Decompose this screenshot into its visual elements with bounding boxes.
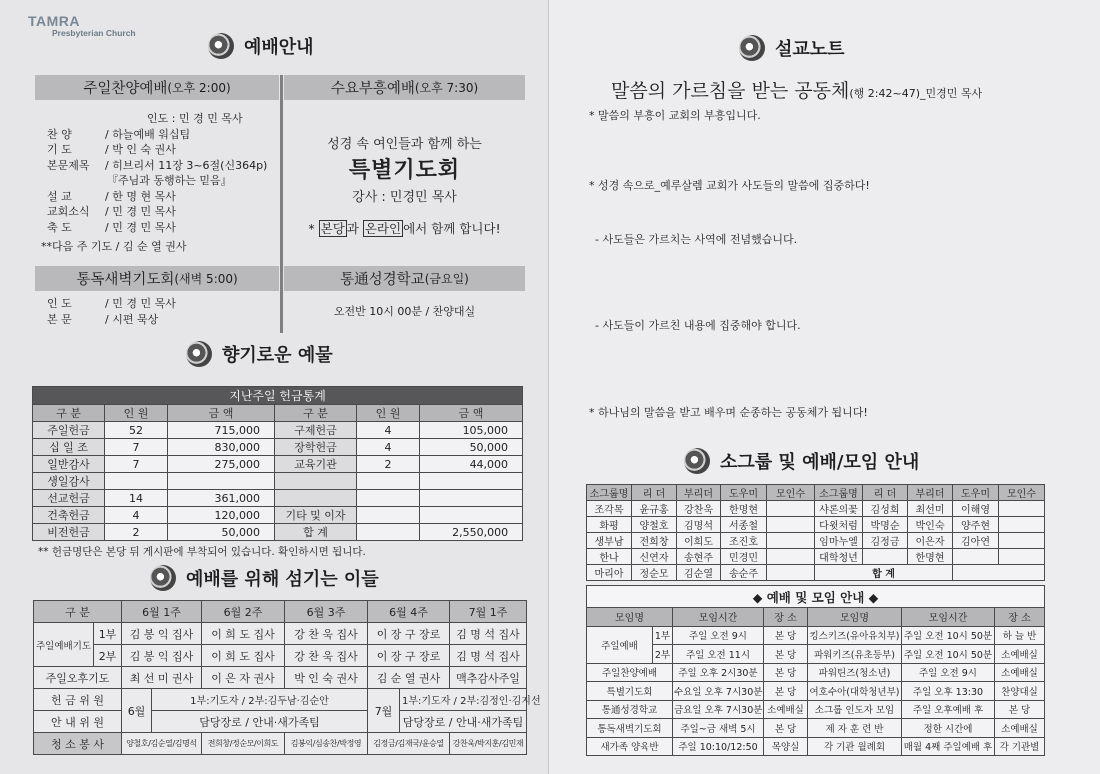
order-value: / 박 인 숙 권사 — [105, 143, 176, 156]
sunday-worship-header: 주일찬양예배 (오후 2:00) — [35, 75, 279, 100]
sermon-point: * 말씀의 부흥이 교회의 부흥입니다. — [589, 109, 761, 122]
groups-total-value — [953, 565, 1045, 581]
bible-school-header: 통通성경학교 (금요일) — [284, 266, 525, 291]
order-line — [47, 127, 275, 143]
order-label: 본문제목 — [47, 158, 90, 172]
order-label: 축 도 — [47, 220, 72, 234]
order-line — [47, 312, 275, 328]
offering-cell — [420, 473, 523, 490]
offering-row — [33, 422, 523, 439]
serve-row-sunday-2: 2부 김 봉 익 집사 이 희 도 집사 강 찬 욱 집사 이 장 구 장로 김 명 석 집사 — [34, 645, 527, 667]
group-cell: 김명석 — [677, 517, 721, 533]
groups-total-label: 합 계 — [815, 565, 953, 581]
sermon-section-title: 설교노트 — [739, 35, 845, 61]
wednesday-worship-header: 수요부흥예배 (오후 7:30) — [284, 75, 525, 100]
offering-header-cell: 금 액 — [420, 405, 523, 422]
offering-cell — [275, 473, 357, 490]
offering-cell: 건축헌금 — [33, 507, 105, 524]
meeting-cell: 찬양대실 — [995, 682, 1045, 701]
left-page — [0, 0, 548, 774]
meeting-row — [587, 700, 1045, 719]
group-cell: 조각목 — [587, 501, 632, 517]
right-page — [548, 0, 1100, 774]
meeting-cell: 여호수아(대학청년부) — [808, 682, 902, 701]
order-line — [47, 204, 275, 220]
offering-cell: 4 — [357, 422, 420, 439]
group-header-cell: 도우미 — [953, 485, 999, 501]
group-header-cell: 모인수 — [767, 485, 815, 501]
church-emblem-icon — [684, 448, 710, 474]
offering-cell: 비전헌금 — [33, 524, 105, 541]
group-header-cell: 부리더 — [908, 485, 953, 501]
order-label: 기 도 — [47, 143, 72, 156]
meeting-cell: 각 기관별 — [995, 737, 1045, 756]
order-value: / 민 경 민 목사 — [105, 297, 176, 310]
offering-cell — [420, 507, 523, 524]
group-cell: 임마누엘 — [815, 533, 863, 549]
order-value: / 민 경 민 목사 — [105, 220, 176, 234]
group-cell: 한명현 — [721, 501, 767, 517]
group-cell — [999, 501, 1045, 517]
meeting-cell: 소그룹 인도자 모임 — [808, 700, 902, 719]
offering-cell: 7 — [105, 439, 168, 456]
order-line — [47, 189, 275, 205]
offering-cell: 교육기관 — [275, 456, 357, 473]
offering-cell: 275,000 — [168, 456, 275, 473]
worship-divider — [280, 75, 283, 333]
offering-table — [32, 386, 523, 541]
church-logo — [28, 14, 136, 38]
offering-cell: 2,550,000 — [420, 524, 523, 541]
group-header-cell: 리 더 — [632, 485, 677, 501]
group-cell: 김성희 — [863, 501, 908, 517]
group-cell: 신연자 — [632, 549, 677, 565]
group-cell: 조진호 — [721, 533, 767, 549]
offering-cell: 주일헌금 — [33, 422, 105, 439]
group-cell — [767, 501, 815, 517]
special-prayer-title: 특별기도회 — [348, 158, 461, 183]
small-group-row — [587, 533, 1045, 549]
group-cell — [953, 549, 999, 565]
offering-cell — [357, 490, 420, 507]
church-emblem-icon — [186, 341, 212, 367]
special-prayer-info — [284, 133, 525, 237]
group-cell — [999, 517, 1045, 533]
order-value: / 하늘예배 워십팀 — [105, 127, 191, 141]
groups-section-title: 소그룹 및 예배/모임 안내 — [684, 448, 919, 474]
sermon-title: 말씀의 가르침을 받는 공동체 — [611, 80, 850, 102]
meetings-caption: ◆ 예배 및 모임 안내 ◆ — [587, 586, 1045, 608]
group-cell — [767, 533, 815, 549]
offering-cell — [275, 490, 357, 507]
offering-cell: 생일감사 — [33, 473, 105, 490]
meeting-cell: 본 당 — [764, 663, 808, 682]
small-group-row — [587, 517, 1045, 533]
group-cell: 서종철 — [721, 517, 767, 533]
sermon-point: - 사도들이 가르친 내용에 집중해야 합니다. — [595, 319, 801, 332]
group-cell: 민경민 — [721, 549, 767, 565]
group-cell: 양철호 — [632, 517, 677, 533]
group-cell — [999, 533, 1045, 549]
order-value: 『주님과 동행하는 믿음』 — [107, 174, 232, 187]
meeting-cell: 파워틴즈(청소년) — [808, 663, 902, 682]
meeting-cell: 통독새벽기도회 — [587, 719, 673, 738]
group-header-cell: 리 더 — [863, 485, 908, 501]
group-cell — [863, 549, 908, 565]
serve-header-row: 구 분 6월 1주 6월 2주 6월 3주 6월 4주 7월 1주 — [34, 601, 527, 623]
meeting-cell: 매월 4째 주일예배 후 — [902, 737, 995, 756]
offering-cell: 합 계 — [275, 524, 357, 541]
meeting-cell: 소예배실 — [995, 719, 1045, 738]
offering-cell: 십 일 조 — [33, 439, 105, 456]
offering-cell: 2 — [105, 524, 168, 541]
group-header-cell: 소그룹명 — [815, 485, 863, 501]
offering-cell: 7 — [105, 456, 168, 473]
offering-cell: 4 — [105, 507, 168, 524]
sunday-worship-order — [47, 111, 275, 235]
offering-note: ** 헌금명단은 본당 뒤 게시판에 부착되어 있습니다. 확인하시면 됩니다. — [38, 546, 366, 558]
offering-cell: 50,000 — [420, 439, 523, 456]
order-label: 본 문 — [47, 312, 72, 326]
meeting-cell: 소예배실 — [995, 663, 1045, 682]
special-prayer-note: * 본당 과 온라인 에서 함께 합니다! — [308, 221, 501, 236]
offering-section-title: 향기로운 예물 — [186, 341, 333, 367]
group-cell — [767, 517, 815, 533]
meeting-row — [587, 682, 1045, 701]
offering-header-cell: 인 원 — [105, 405, 168, 422]
offering-header-cell: 구 분 — [33, 405, 105, 422]
offering-row — [33, 456, 523, 473]
sermon-point: * 성경 속으로_예루살렘 교회가 사도들의 말씀에 집중하다! — [589, 179, 870, 192]
group-header-cell: 부리더 — [677, 485, 721, 501]
sermon-point: - 사도들은 가르치는 사역에 전념했습니다. — [595, 233, 798, 246]
meeting-cell: 본 당 — [764, 719, 808, 738]
meeting-cell: 주일 오전 9시 — [902, 663, 995, 682]
serve-table — [33, 600, 541, 755]
offering-cell: 선교헌금 — [33, 490, 105, 507]
worship-block — [35, 75, 525, 333]
group-cell — [999, 549, 1045, 565]
group-cell: 박명순 — [863, 517, 908, 533]
small-group-row: 마리아 정순모 김순열 송순주 합 계 — [587, 565, 1045, 581]
offering-cell — [357, 524, 420, 541]
offering-header-cell: 구 분 — [275, 405, 357, 422]
meeting-cell: 금요일 오후 7시30분 — [673, 700, 764, 719]
offering-cell: 4 — [357, 439, 420, 456]
offering-row — [33, 473, 523, 490]
worship-section-title: 예배안내 — [208, 33, 314, 59]
offering-cell: 715,000 — [168, 422, 275, 439]
group-cell: 이은자 — [908, 533, 953, 549]
order-label: 찬 양 — [47, 127, 72, 141]
offering-cell: 50,000 — [168, 524, 275, 541]
church-emblem-icon — [208, 33, 234, 59]
bible-school-info: 오전반 10시 00분 / 찬양대실 — [333, 305, 476, 318]
offering-cell — [357, 507, 420, 524]
meeting-row — [587, 663, 1045, 682]
sermon-point: * 하나님의 말씀을 받고 배우며 순종하는 공동체가 됩니다! — [589, 406, 868, 419]
offering-cell: 2 — [357, 456, 420, 473]
offering-cell: 구제헌금 — [275, 422, 357, 439]
offering-cell: 44,000 — [420, 456, 523, 473]
meetings-table — [586, 585, 1045, 756]
order-value: / 한 명 현 목사 — [105, 189, 176, 203]
next-week-prayer: **다음 주 기도 / 김 순 열 권사 — [41, 240, 187, 253]
offering-row — [33, 507, 523, 524]
offering-cell — [357, 473, 420, 490]
group-cell: 양주현 — [953, 517, 999, 533]
group-cell: 샤론의꽃 — [815, 501, 863, 517]
group-header-cell: 도우미 — [721, 485, 767, 501]
order-value: / 민 경 민 목사 — [105, 205, 176, 218]
dawn-prayer-order — [47, 296, 275, 327]
meeting-cell: 각 기관 월례회 — [808, 737, 902, 756]
meeting-cell: 소예배실 — [764, 700, 808, 719]
offering-cell — [420, 490, 523, 507]
offering-cell: 기타 및 이자 — [275, 507, 357, 524]
group-cell: 한명현 — [908, 549, 953, 565]
offering-cell: 14 — [105, 490, 168, 507]
offering-cell — [168, 473, 275, 490]
meeting-cell: 본 당 — [764, 682, 808, 701]
offering-row — [33, 439, 523, 456]
serve-row-cleaning: 청 소 봉 사 양철호/김순열/김명석 전희창/정순모/이희도 김봉익/심송찬/박정영 김정금/김재국/윤승열 강찬욱/박지훈/김민재 — [34, 733, 527, 755]
group-cell: 박인숙 — [908, 517, 953, 533]
group-cell: 한나 — [587, 549, 632, 565]
order-line — [47, 220, 275, 236]
meeting-cell: 주일찬양예배 — [587, 663, 673, 682]
meeting-row — [587, 719, 1045, 738]
meeting-cell: 정한 시간에 — [902, 719, 995, 738]
group-cell — [767, 549, 815, 565]
order-label: 인 도 — [47, 297, 72, 310]
dawn-prayer-header: 통독새벽기도회 (새벽 5:00) — [35, 266, 279, 291]
meeting-cell: 특별기도회 — [587, 682, 673, 701]
offering-cell: 52 — [105, 422, 168, 439]
logo-main: TAMRA — [28, 13, 81, 29]
group-cell: 전희창 — [632, 533, 677, 549]
meeting-cell: 주일~금 새벽 5시 — [673, 719, 764, 738]
offering-table-title: 지난주일 헌금통계 — [33, 387, 523, 405]
meeting-row-sunday-2: 2부 주일 오전 11시 본 당 파워키즈(유초등부) 주일 오전 10시 50분 소예배실 — [587, 645, 1045, 664]
group-cell: 송현주 — [677, 549, 721, 565]
order-label: 교회소식 — [47, 205, 90, 218]
order-line — [47, 296, 275, 312]
group-cell: 이희도 — [677, 533, 721, 549]
meeting-cell: 통通성경학교 — [587, 700, 673, 719]
group-cell: 최선미 — [908, 501, 953, 517]
meetings-header-row: 모임명 모임시간 장 소 모임명 모임시간 장 소 — [587, 608, 1045, 627]
offering-cell: 120,000 — [168, 507, 275, 524]
group-cell: 화평 — [587, 517, 632, 533]
order-value: / 시편 묵상 — [105, 312, 159, 326]
group-header-cell: 소그룹명 — [587, 485, 632, 501]
offering-cell: 105,000 — [420, 422, 523, 439]
meeting-row — [587, 737, 1045, 756]
order-line — [47, 111, 275, 127]
serve-section-title: 예배를 위해 섬기는 이들 — [150, 565, 379, 591]
serve-row-sunday-1: 주일예배기도 1부 김 봉 익 집사 이 희 도 집사 강 찬 욱 집사 이 장 구 장로 김 명 석 집사 — [34, 623, 527, 645]
order-line — [47, 173, 275, 189]
group-cell: 강찬욱 — [677, 501, 721, 517]
offering-cell: 361,000 — [168, 490, 275, 507]
offering-header-cell: 금 액 — [168, 405, 275, 422]
order-label: 설 교 — [47, 189, 72, 203]
meeting-cell: 수요일 오후 7시30분 — [673, 682, 764, 701]
church-emblem-icon — [739, 35, 765, 61]
offering-row — [33, 524, 523, 541]
offering-cell: 장학헌금 — [275, 439, 357, 456]
small-group-row — [587, 501, 1045, 517]
logo-sub: Presbyterian Church — [52, 28, 136, 38]
sermon-reference: (행 2:42~47)_민경민 목사 — [849, 87, 983, 100]
offering-cell: 일반감사 — [33, 456, 105, 473]
small-group-row — [587, 549, 1045, 565]
group-cell: 김정금 — [863, 533, 908, 549]
group-cell: 윤규홍 — [632, 501, 677, 517]
offering-header-cell: 인 원 — [357, 405, 420, 422]
small-groups-header-row — [587, 485, 1045, 501]
special-prayer-speaker: 강사 : 민경민 목사 — [352, 190, 457, 205]
serve-row-offering: 헌 금 위 원 6월 1부:기도자 / 2부:김두남·김순안 7월 1부:기도자 / 2부:김정인·김지선 — [34, 689, 527, 711]
meeting-cell: 주일 10:10/12:50 — [673, 737, 764, 756]
order-value: / 히브리서 11장 3~6절(신364p) — [105, 158, 268, 172]
serve-row-guide: 안 내 위 원 담당장로 / 안내·새가족팀 담당장로 / 안내·새가족팀 — [34, 711, 527, 733]
special-prayer-intro: 성경 속 여인들과 함께 하는 — [327, 137, 482, 152]
offering-row — [33, 490, 523, 507]
group-cell: 다윗처럼 — [815, 517, 863, 533]
meeting-cell: 주일 오후 2시30분 — [673, 663, 764, 682]
offering-cell — [105, 473, 168, 490]
group-cell: 김아연 — [953, 533, 999, 549]
offering-cell: 830,000 — [168, 439, 275, 456]
group-header-cell: 모인수 — [999, 485, 1045, 501]
church-emblem-icon — [150, 565, 176, 591]
small-groups-table — [586, 484, 1045, 581]
sermon-headline — [611, 76, 982, 103]
meeting-cell: 주일 오후예배 후 — [902, 700, 995, 719]
meeting-row-sunday-1: 주일예배 1부 주일 오전 9시 본 당 킹스키즈(유아유치부) 주일 오전 10시 50분 하 늘 반 — [587, 626, 1045, 645]
group-cell: 생부남 — [587, 533, 632, 549]
offering-header-row — [33, 405, 523, 422]
meeting-cell: 주일 오후 13:30 — [902, 682, 995, 701]
order-value: 인도 : 민 경 민 목사 — [147, 112, 243, 125]
order-line — [47, 158, 275, 174]
group-cell: 대학청년 — [815, 549, 863, 565]
meeting-cell: 본 당 — [995, 700, 1045, 719]
group-cell: 이해영 — [953, 501, 999, 517]
meeting-cell: 제 자 훈 련 반 — [808, 719, 902, 738]
order-line — [47, 142, 275, 158]
meeting-cell: 목양실 — [764, 737, 808, 756]
meeting-cell: 새가족 양육반 — [587, 737, 673, 756]
serve-row-afternoon: 주일오후기도 최 선 미 권사 이 은 자 권사 박 인 숙 권사 김 순 열 권사 맥추감사주일 — [34, 667, 527, 689]
